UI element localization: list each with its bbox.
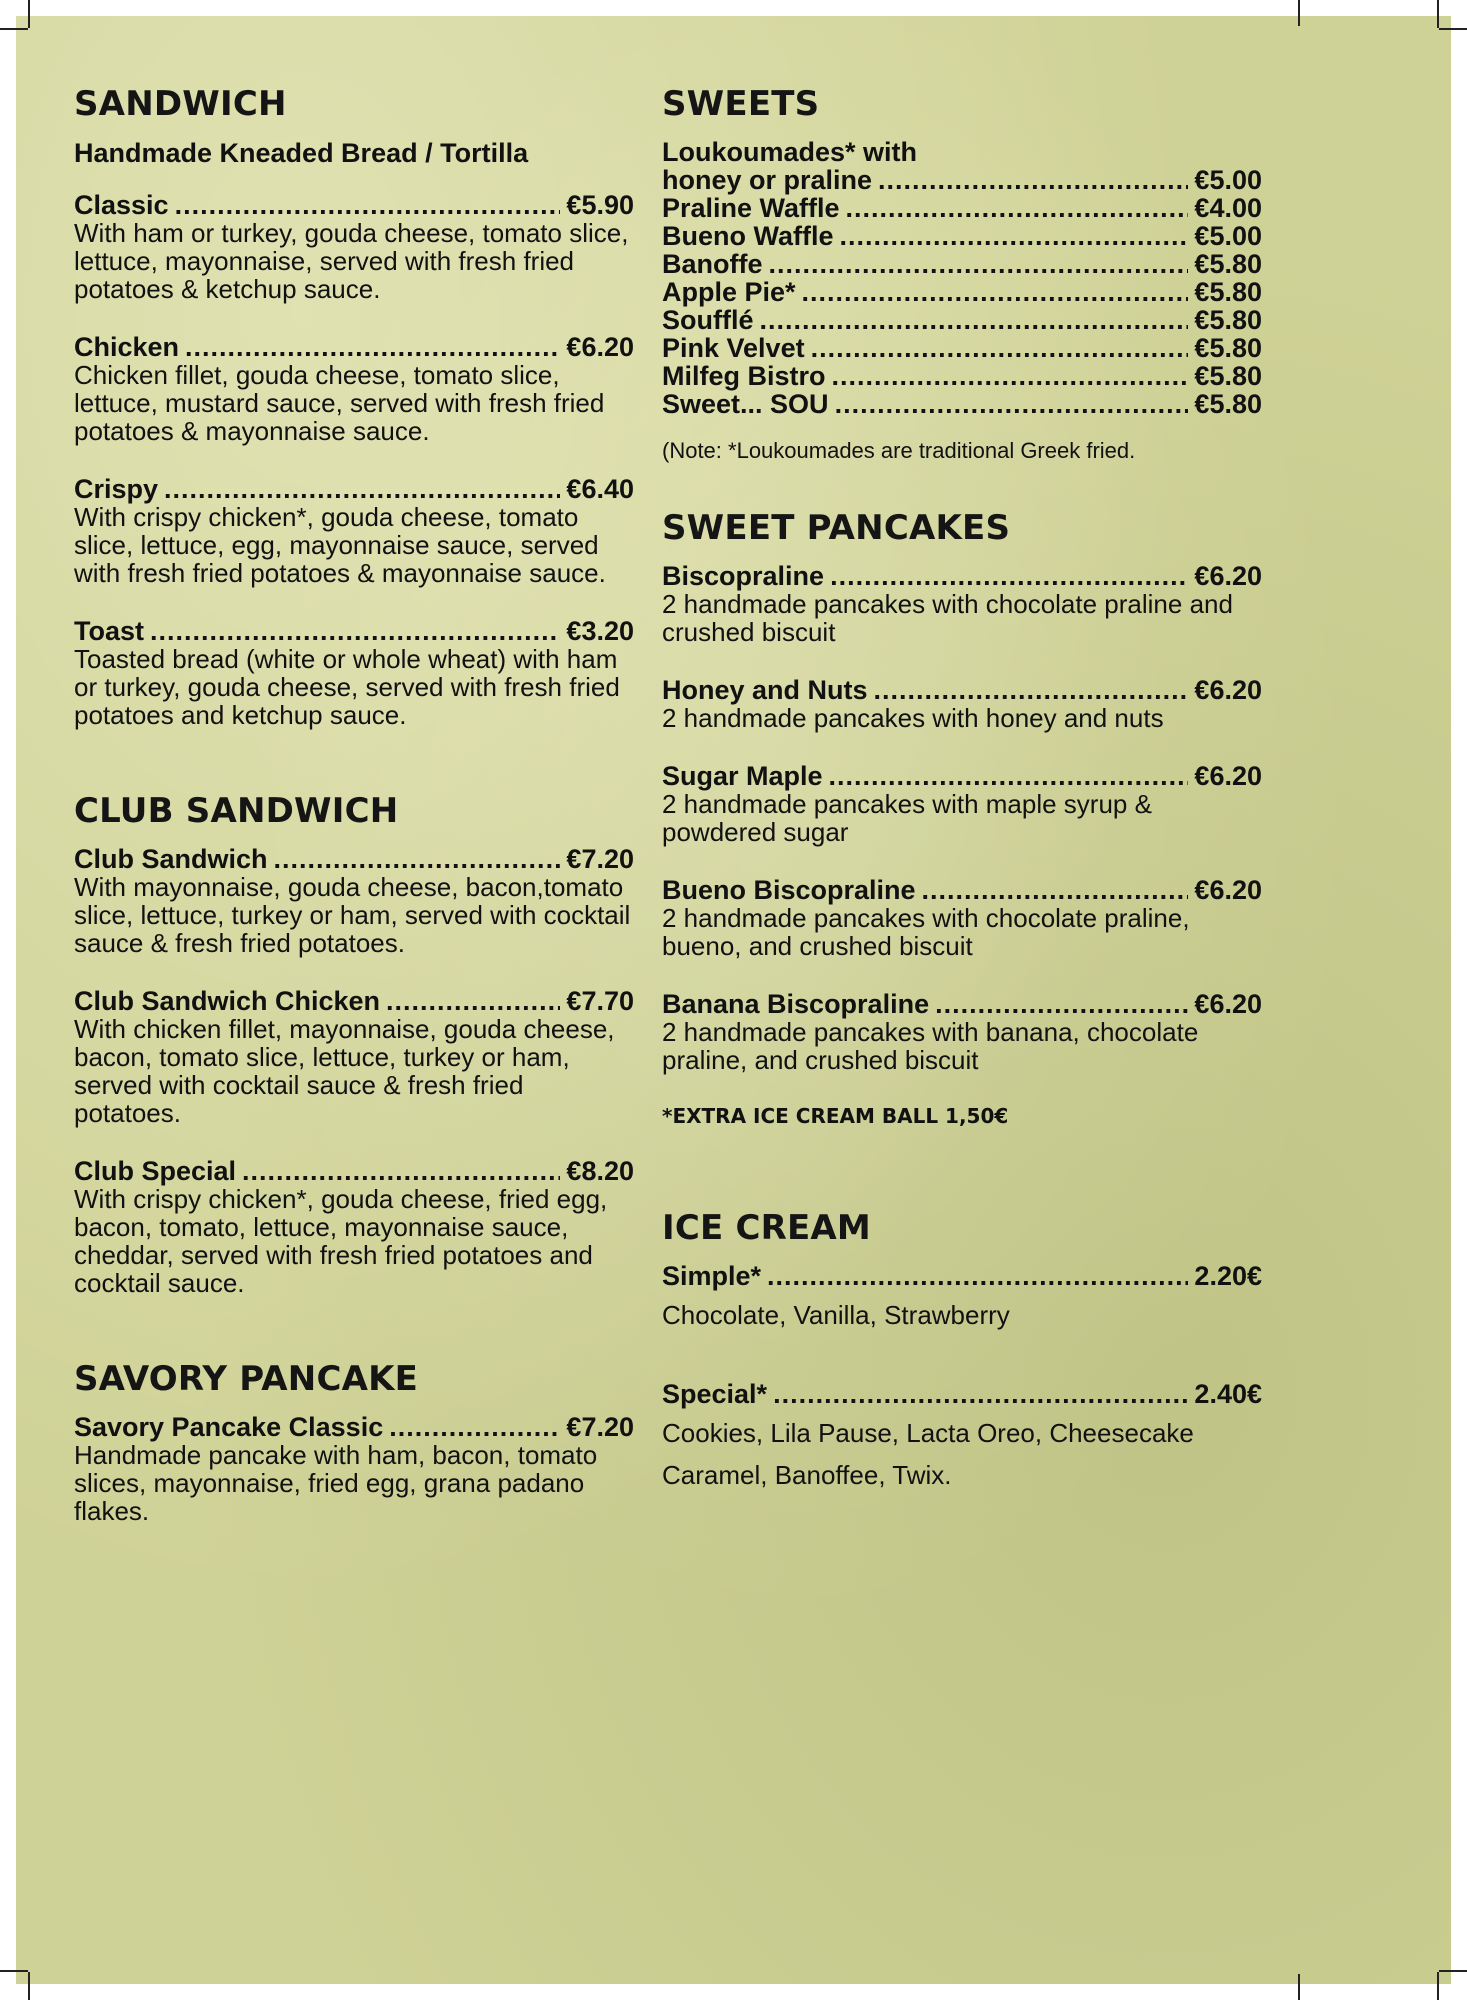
item-description: 2 handmade pancakes with banana, chocolate praline, and crushed biscuit bbox=[662, 1017, 1199, 1075]
item-price: €5.00 bbox=[1194, 221, 1262, 251]
leader-dots bbox=[386, 987, 560, 1015]
item-description: 2 handmade pancakes with maple syrup & powdered sugar bbox=[662, 789, 1152, 847]
item-name: Soufflé bbox=[662, 305, 754, 335]
item-name: Savory Pancake Classic bbox=[74, 1412, 384, 1442]
item-price: €6.40 bbox=[566, 474, 634, 504]
section-heading: ICE CREAM bbox=[662, 1208, 871, 1248]
menu-item bbox=[662, 876, 1262, 960]
footnote: (Note: *Loukoumades are traditional Greek fried. bbox=[662, 438, 1136, 463]
item-name: Classic bbox=[74, 190, 169, 220]
menu-item bbox=[662, 334, 1262, 362]
menu-item bbox=[74, 1413, 634, 1525]
crop-mark bbox=[28, 1972, 30, 2000]
item-name: Honey and Nuts bbox=[662, 675, 868, 705]
item-price: €3.20 bbox=[566, 616, 634, 646]
menu-item bbox=[662, 1380, 1262, 1496]
item-description: With crispy chicken*, gouda cheese, fried egg, bacon, tomato, lettuce, mayonnaise sauce, cheddar, served with fresh fried potatoes and cocktail sauce. bbox=[74, 1184, 608, 1298]
item-price: €5.00 bbox=[1194, 165, 1262, 195]
item-price: €6.20 bbox=[1194, 875, 1262, 905]
item-name: Praline Waffle bbox=[662, 193, 840, 223]
item-description: With crispy chicken*, gouda cheese, tomato slice, lettuce, egg, mayonnaise sauce, served with fresh fried potatoes & mayonnaise sauce. bbox=[74, 502, 606, 588]
item-name: Special* bbox=[662, 1379, 768, 1409]
item-name: Apple Pie* bbox=[662, 277, 796, 307]
menu-item bbox=[662, 990, 1262, 1074]
item-description: 2 handmade pancakes with chocolate praline and crushed biscuit bbox=[662, 589, 1233, 647]
item-description: With ham or turkey, gouda cheese, tomato slice, lettuce, mayonnaise, served with fresh fried potatoes & ketchup sauce. bbox=[74, 218, 629, 304]
crop-mark bbox=[0, 1970, 28, 1972]
section-heading: SWEET PANCAKES bbox=[662, 508, 1011, 548]
item-price: €7.20 bbox=[566, 1412, 634, 1442]
sweets-section bbox=[662, 84, 1262, 464]
savory-pancake-section bbox=[74, 1359, 634, 1525]
item-name: honey or praline bbox=[662, 165, 873, 195]
section-heading: SAVORY PANCAKE bbox=[74, 1359, 419, 1399]
item-description: 2 handmade pancakes with chocolate praline, bueno, and crushed biscuit bbox=[662, 903, 1190, 961]
leader-dots bbox=[835, 390, 1189, 418]
item-name: Bueno Biscopraline bbox=[662, 875, 916, 905]
item-price: €5.80 bbox=[1194, 277, 1262, 307]
item-name: Biscopraline bbox=[662, 561, 825, 591]
item-name: Pink Velvet bbox=[662, 333, 805, 363]
item-description: Chocolate, Vanilla, Strawberry bbox=[662, 1300, 1010, 1330]
extra-note: *EXTRA ICE CREAM BALL 1,50€ bbox=[662, 1104, 1009, 1128]
menu-item bbox=[662, 306, 1262, 334]
section-heading: SWEETS bbox=[662, 84, 820, 124]
item-price: €6.20 bbox=[1194, 989, 1262, 1019]
right-column bbox=[662, 84, 1262, 1540]
item-price: €6.20 bbox=[1194, 561, 1262, 591]
menu-item bbox=[662, 762, 1262, 846]
section-subheading: Handmade Kneaded Bread / Tortilla bbox=[74, 138, 529, 168]
leader-dots bbox=[773, 1380, 1188, 1408]
item-name: Sugar Maple bbox=[662, 761, 823, 791]
item-name: Toast bbox=[74, 616, 145, 646]
item-price: €7.70 bbox=[566, 986, 634, 1016]
menu-item bbox=[74, 191, 634, 303]
sweet-pancakes-section bbox=[662, 508, 1262, 1128]
item-name: Crispy bbox=[74, 474, 159, 504]
crop-mark bbox=[1298, 1974, 1300, 2000]
item-description: With chicken fillet, mayonnaise, gouda cheese, bacon, tomato slice, lettuce, turkey or ham, served with cocktail sauce & fresh fried potatoes. bbox=[74, 1014, 615, 1128]
leader-dots bbox=[874, 676, 1189, 704]
leader-dots bbox=[185, 333, 560, 361]
item-price: €4.00 bbox=[1194, 193, 1262, 223]
item-price: €6.20 bbox=[566, 332, 634, 362]
leader-dots bbox=[878, 166, 1188, 194]
crop-mark bbox=[0, 28, 28, 30]
item-price: €5.80 bbox=[1194, 389, 1262, 419]
crop-mark bbox=[1439, 28, 1467, 30]
left-column bbox=[74, 84, 634, 1555]
sandwich-section bbox=[74, 84, 634, 729]
item-price: €5.80 bbox=[1194, 305, 1262, 335]
leader-dots bbox=[935, 990, 1188, 1018]
crop-mark bbox=[28, 0, 30, 28]
leader-dots bbox=[829, 762, 1189, 790]
item-name: Banana Biscopraline bbox=[662, 989, 930, 1019]
menu-item bbox=[662, 250, 1262, 278]
leader-dots bbox=[175, 191, 561, 219]
leader-dots bbox=[242, 1157, 560, 1185]
menu-item bbox=[662, 278, 1262, 306]
item-description: Cookies, Lila Pause, Lacta Oreo, Cheesecake Caramel, Banoffee, Twix. bbox=[662, 1418, 1194, 1490]
crop-mark bbox=[1437, 1972, 1439, 2000]
menu-item bbox=[662, 362, 1262, 390]
leader-dots bbox=[840, 222, 1189, 250]
leader-dots bbox=[760, 306, 1189, 334]
item-price: €6.20 bbox=[1194, 761, 1262, 791]
menu-item bbox=[662, 166, 1262, 194]
item-price: €8.20 bbox=[566, 1156, 634, 1186]
leader-dots bbox=[769, 250, 1189, 278]
menu-item bbox=[74, 845, 634, 957]
menu-item bbox=[662, 676, 1262, 732]
leader-dots bbox=[830, 562, 1188, 590]
item-price: €5.80 bbox=[1194, 361, 1262, 391]
menu-item bbox=[74, 987, 634, 1127]
item-name: Sweet... SOU bbox=[662, 389, 829, 419]
item-name: Bueno Waffle bbox=[662, 221, 834, 251]
item-description: Handmade pancake with ham, bacon, tomato slices, mayonnaise, fried egg, grana padano flakes. bbox=[74, 1440, 598, 1526]
leader-dots bbox=[922, 876, 1189, 904]
menu-item bbox=[662, 562, 1262, 646]
item-description: 2 handmade pancakes with honey and nuts bbox=[662, 703, 1164, 733]
leader-dots bbox=[274, 845, 561, 873]
leader-dots bbox=[767, 1262, 1188, 1290]
leader-dots bbox=[832, 362, 1189, 390]
leader-dots bbox=[164, 475, 560, 503]
crop-mark bbox=[1298, 0, 1300, 26]
leader-dots bbox=[389, 1413, 560, 1441]
section-heading: CLUB SANDWICH bbox=[74, 791, 399, 831]
menu-item bbox=[74, 333, 634, 445]
menu-item bbox=[662, 390, 1262, 418]
item-price: 2.40€ bbox=[1194, 1379, 1262, 1409]
item-price: €5.80 bbox=[1194, 333, 1262, 363]
item-price: €5.90 bbox=[566, 190, 634, 220]
ice-cream-section bbox=[662, 1208, 1262, 1496]
item-price: 2.20€ bbox=[1194, 1261, 1262, 1291]
menu-item bbox=[662, 222, 1262, 250]
menu-item bbox=[74, 475, 634, 587]
item-price: €5.80 bbox=[1194, 249, 1262, 279]
crop-mark bbox=[1437, 0, 1439, 28]
item-price: €7.20 bbox=[566, 844, 634, 874]
item-name: Chicken bbox=[74, 332, 180, 362]
leader-dots bbox=[150, 617, 560, 645]
menu-item bbox=[662, 1262, 1262, 1336]
leader-dots bbox=[811, 334, 1189, 362]
item-name: Banoffe bbox=[662, 249, 763, 279]
item-name: Club Sandwich bbox=[74, 844, 268, 874]
item-description: Chicken fillet, gouda cheese, tomato slice, lettuce, mustard sauce, served with fresh fried potatoes & mayonnaise sauce. bbox=[74, 360, 605, 446]
club-sandwich-section bbox=[74, 791, 634, 1297]
item-description: With mayonnaise, gouda cheese, bacon,tomato slice, lettuce, turkey or ham, served with cocktail sauce & fresh fried potatoes. bbox=[74, 872, 631, 958]
menu-item bbox=[74, 617, 634, 729]
crop-mark bbox=[1439, 1970, 1467, 1972]
leader-dots bbox=[846, 194, 1189, 222]
item-description: Toasted bread (white or whole wheat) with ham or turkey, gouda cheese, served with fresh fried potatoes and ketchup sauce. bbox=[74, 644, 620, 730]
item-name: Milfeg Bistro bbox=[662, 361, 826, 391]
menu-item-name-line: Loukoumades* with bbox=[662, 137, 918, 167]
menu-item bbox=[74, 1157, 634, 1297]
item-name: Simple* bbox=[662, 1261, 762, 1291]
menu-item bbox=[662, 194, 1262, 222]
section-heading: SANDWICH bbox=[74, 84, 287, 124]
item-price: €6.20 bbox=[1194, 675, 1262, 705]
item-name: Club Special bbox=[74, 1156, 237, 1186]
item-name: Club Sandwich Chicken bbox=[74, 986, 381, 1016]
leader-dots bbox=[802, 278, 1189, 306]
